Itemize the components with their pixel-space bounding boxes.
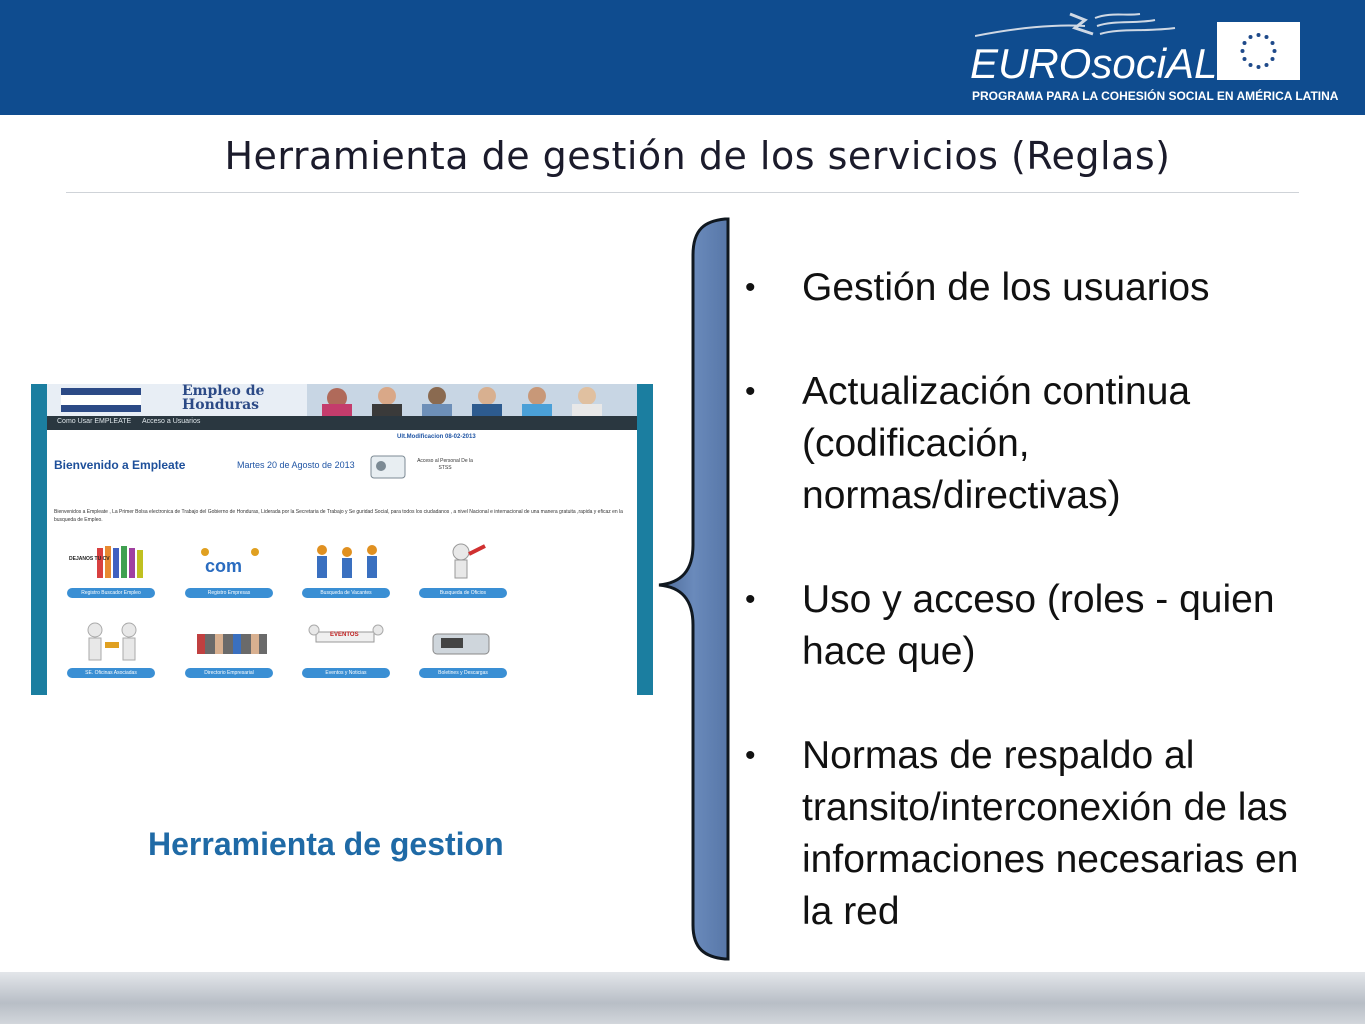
date-text: Martes 20 de Agosto de 2013 xyxy=(237,460,355,470)
logo-tagline: PROGRAMA PARA LA COHESIÓN SOCIAL EN AMÉRICA LATINA xyxy=(972,89,1339,103)
tile-busqueda-vacantes xyxy=(302,538,392,598)
nav-item-acceso: Acceso a Usuarios xyxy=(142,418,201,425)
eu-flag-icon xyxy=(1217,22,1300,80)
last-modified: Ult.Modificacion 08-02-2013 xyxy=(397,434,476,440)
honduras-flag-icon xyxy=(61,388,141,412)
tile-busqueda-oficios xyxy=(419,538,509,598)
bullet-item: • Actualización continua (codificación, normas/directivas) xyxy=(745,366,1305,522)
header-band xyxy=(0,0,1365,115)
welcome-paragraph: Bienvenidos a Empleate , La Primer Bolsa electronica de Trabajo del Gobierno de Honduras, Liderada por la Secretaria de Trabajo y Se guridad Social, para todos los ciudadanos , a nivel Nacional e internacional de una manera gratuita ,rapida y eficaz en la busqueda de Empleo. xyxy=(54,509,623,523)
eurosocial-logo: EUROsociAL xyxy=(970,40,1218,87)
business-crowd-icon xyxy=(185,618,275,664)
tile-button[interactable]: Boletines y Descargas xyxy=(419,668,507,678)
tile-oficinas xyxy=(67,618,157,678)
com-workers-icon xyxy=(185,538,275,584)
bullet-list xyxy=(745,262,1305,938)
tile-eventos xyxy=(302,618,392,678)
embedded-screenshot xyxy=(31,384,653,695)
tile-button[interactable]: Registro Empresas xyxy=(185,588,273,598)
nav-item-como-usar: Como Usar EMPLEATE xyxy=(57,418,132,425)
footer-band xyxy=(0,972,1365,1024)
screenshot-caption: Herramienta de gestion xyxy=(148,826,504,862)
screenshot-header xyxy=(47,384,637,416)
people-banner-image xyxy=(307,384,637,416)
id-card-icon xyxy=(369,452,409,480)
bullet-item: • Normas de respaldo al transito/interconexión de las informaciones necesarias en la red xyxy=(745,730,1305,938)
welcome-heading: Bienvenido a Empleate xyxy=(54,458,186,472)
screenshot-brand xyxy=(182,384,264,412)
tile-registro-empresas xyxy=(185,538,275,598)
tile-button[interactable]: Eventos y Noticias xyxy=(302,668,390,678)
staff-access-text: Acceso al Personal De la STSS xyxy=(417,458,473,471)
dejanos-cv-text: DEJANOS TU CV xyxy=(69,556,110,562)
tile-directorio xyxy=(185,618,275,678)
tile-button[interactable]: Busqueda de Oficios xyxy=(419,588,507,598)
tile-button[interactable]: Busqueda de Vacantes xyxy=(302,588,390,598)
tile-button[interactable]: SE. Oficinas Asociadas xyxy=(67,668,155,678)
brand-line1: Empleo de xyxy=(182,384,265,399)
tile-button[interactable]: Registro Buscador Empleo xyxy=(67,588,155,598)
bullet-item: • Uso y acceso (roles - quien hace que) xyxy=(745,574,1305,678)
left-brace-shape xyxy=(655,215,735,963)
tile-boletines xyxy=(419,618,509,678)
wrench-figure-icon xyxy=(419,538,509,584)
screenshot-nav xyxy=(47,416,637,430)
download-device-icon xyxy=(419,618,509,664)
tile-button[interactable]: Directorio Empresarial xyxy=(185,668,273,678)
handshake-figures-icon xyxy=(67,618,157,664)
svg-text:com: com xyxy=(205,556,243,576)
eventos-text: EVENTOS xyxy=(330,632,359,638)
screenshot-body xyxy=(47,430,637,695)
bullet-item: • Gestión de los usuarios xyxy=(745,262,1305,314)
brand-line2: Honduras xyxy=(182,397,260,413)
page-title: Herramienta de gestión de los servicios (Reglas) xyxy=(224,134,1171,178)
title-divider xyxy=(66,192,1299,193)
tile-registro-buscador xyxy=(67,538,157,598)
eventos-banner-icon xyxy=(302,618,392,664)
workers-group-icon xyxy=(302,538,392,584)
